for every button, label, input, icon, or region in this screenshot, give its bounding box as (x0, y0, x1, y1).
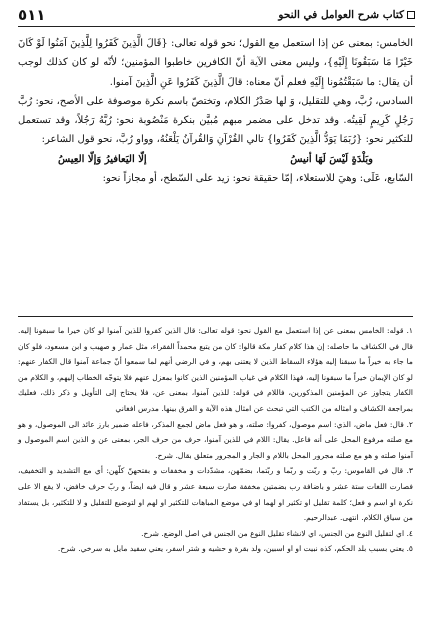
paragraph-sixth: السادس، رُبَّ، وهي للتقليل، وَ لها صَدْرُ الكلام، وتختصّ باسم نكرة موصوفة على الأصح، نحو: رُبَّ رَجُلٍ كَرِيمٍ لَقِيتُه. وقد تدخل على مضمر مبهم مُبيَّن بنكرة مَنْصُوبة نحو: رُبَّهُ رَجُلاً، وقد تستعمل للتكثير نحو: {رُبَمَا يَوَدُّ الَّذِينَ كَفَرُوا} تالي القُرْآنِ وَالقُرآنُ يَلْعَنُهُ، وواو رُبَّ، نحو قول الشاعر: (18, 95, 413, 146)
verse-first-hemistich: وبَلْدَةٍ لَيْسَ لَهَا أنيسُ (290, 153, 373, 165)
footnote-3: ٣. قال في القاموس: ربّ و ربّت و ربّما و ربّتما، بضمّهن، مشدّدات و مخففات و بفتحهنّ كلّهن: أي مع التشديد و التخفيف، فصارت اللغات ستة عشر و باضافة رب بضمتين مخففة صارت سبعة عشر و قال فيه ايضاً، و ربّ حرف خافض، لا يقع الا على نكرة او اسم و فعل؛ كلمة تقليل او تكثير او لهما او في موضع المباهات للتكثير او لهم او لتوضيع للتقليل و لا للتكثير، بل يستفاد من سياق الكلام. انتهى. عبدالرحيم. (18, 466, 413, 523)
running-title (278, 9, 415, 21)
footnote-4: ٤. اي لتقليل النوع من الجنس، اي لانشاء تقليل النوع من الجنس في اصل الوضع. شرح. (141, 528, 413, 538)
page-header (18, 6, 415, 27)
footnote-separator (18, 316, 413, 317)
paragraph-fifth: الخامس: بمعنى عن إذا استعمل مع القول؛ نحو قوله تعالى: {قَالَ الَّذِينَ كَفَرُوا لِلَّذِينَ آمَنُوا لَوْ كَانَ خَيْرًا مَا سَبَقُونَا إِلَيْهِ}، وليس معنى الآية أنّ الكافرين خاطبوا المؤمنين؛ لأنّه لو كان كذلك لوجب أن يقال: ما سَبَقْتُمُونا إِلَيْهِ فعلم أنّ معناه: قالَ الَّذِينَ كَفَرُوا عَنِ الَّذِينَ آمنوا. (18, 38, 413, 88)
square-ornament-icon (407, 11, 415, 19)
poetry-verse (18, 150, 413, 169)
footnote-5: ٥. يعني بسبب بلد الحكم، كذه نبيت او او اسبين، ولد بقرة و حشيه و شتر اسفر، يعني سفيد مايل به سرخي. شرح. (57, 544, 413, 554)
running-title-text: كتاب شرح العوامل في النحو (278, 9, 404, 21)
footnotes (18, 323, 413, 557)
paragraph-seventh: السّابع، عَلَى: وهيَ للاستعلاء، إمّا حقيقة نحو: زيد على السّطح، أو مجازاً نحو: (102, 172, 413, 184)
footnote-1: ١. قوله: الخامس بمعنى عن إذا استعمل مع القول نحو: قوله تعالى: قال الذين كفروا للذين آمنوا لو كان خيرا ما سبقونا إليه. قال في الكشاف ما حاصله: إن هذا كلام كفار مكة قالوا: كان من يتبع محمداً الفقراء، مثل عمار و صهيب و ابن مسعود، فلو كان ما جاء به خيراً ما سبقنا إليه هؤلاء السقاط الذين لا يعتنى بهم، و في الرضي أنهم لما سمعوا أنّ جماعة آمنوا قال الكفار عنهم: لو كان الإيمان خيراً ما سبقونا إليه، فهذا الكلام في غياب المؤمنين الذين كانوا بمعزل عنهم فلا يتوجّه الخطاب إليهم، و الكلام من الكفار يتجاوز عن المؤمنين المذكورين، فاللام في قوله: للذين آمنوا، بمعنى عن، فلا يحتاج إلى التأويل و ذكر ذلك، فعليك بمراجعة الكشاف و امثاله من الكتب التي تبحث عن امثال هذه الآية و الفرق بينها. مدرس افغاني (18, 326, 413, 413)
verse-second-hemistich: إلّا اليَعافيرُ وَإلّا العِيسُ (58, 153, 147, 165)
page-number: ٥١١ (18, 6, 46, 24)
main-text (18, 34, 413, 188)
footnote-2: ٢. قال: فعل ماض، الذي: اسم موصول، كفروا: صلته، و هو فعل ماض لجمع المذكر، فاعله ضمير بارز عائد الى الموصول، و هو مع صلته مرفوع المحل على أنه فاعل. يقال: اللام في للذين آمنوا، حرف من حرف الجر، بمعنى عن و الذين اسم الموصول و آمنوا صلته و هو مع صلته مجرور المحل باللام و الجار و المجرور متعلق بقال. شرح. (18, 419, 413, 460)
